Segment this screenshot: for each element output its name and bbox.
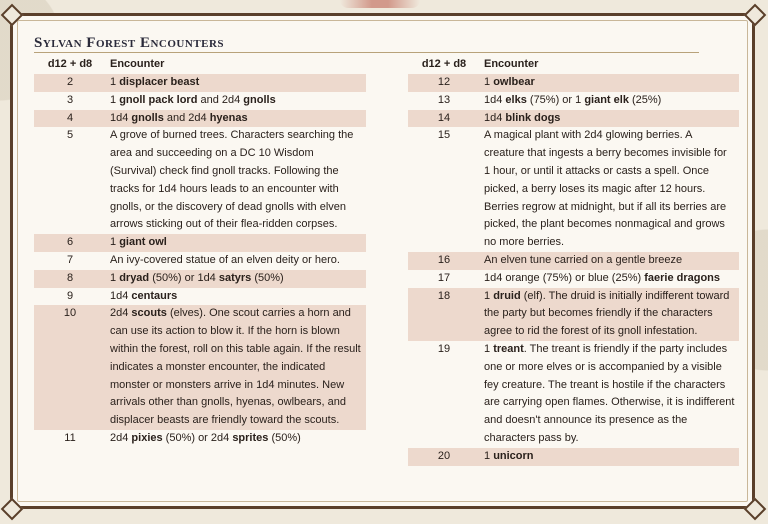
monster-name: gnoll pack lord — [119, 93, 198, 106]
monster-name: owlbear — [493, 76, 535, 88]
table-row — [408, 92, 739, 110]
monster-name: pixies — [131, 431, 163, 444]
encounter-text: (75%) or 1 — [526, 93, 585, 106]
encounter-column-header: Encounter — [484, 58, 539, 71]
encounter-text: 1 — [110, 236, 120, 249]
table-row — [408, 448, 739, 466]
monster-name: gnolls — [131, 111, 164, 124]
table-row — [408, 288, 739, 341]
roll-cell: 12 — [408, 74, 480, 92]
roll-cell: 8 — [34, 270, 106, 288]
encounter-table-right — [408, 56, 739, 466]
roll-cell: 3 — [66, 93, 74, 106]
monster-name: elks — [505, 93, 527, 106]
encounter-text: 1 — [484, 76, 494, 88]
encounter-text: An ivy-covered statue of an elven deity or hero. — [110, 253, 340, 266]
roll-cell: 10 — [34, 305, 106, 430]
roll-cell: 14 — [408, 110, 480, 128]
monster-name: gnolls — [243, 93, 276, 106]
encounter-text: 1d4 — [484, 93, 506, 106]
table-row — [408, 74, 739, 92]
encounter-text: 2d4 — [110, 431, 132, 444]
roll-cell: 20 — [408, 448, 480, 466]
monster-name: displacer beast — [119, 76, 200, 88]
encounter-text: (50%) or 2d4 — [162, 431, 233, 444]
table-row — [408, 110, 739, 128]
encounter-text: . The treant is friendly if the party includes one or more elves or is accompanied by a visible fey creature. The treant is hostile if the characters are carrying open flames. Otherwise, it is indifferent and doesn't announce its presence as the characters pass by. — [484, 342, 735, 444]
table-title: Sylvan Forest Encounters — [34, 35, 225, 51]
roll-cell: 11 — [64, 431, 76, 444]
encounter-text: (25%) — [628, 93, 662, 106]
roll-cell: 19 — [437, 342, 451, 355]
encounter-cell — [106, 288, 366, 306]
encounter-text: (elf). The druid is initially indifferent toward the party but becomes friendly if the characters agree to rid the forest of its gnoll infestation. — [484, 289, 730, 338]
roll-cell: 17 — [437, 271, 451, 284]
roll-cell: 13 — [437, 93, 451, 106]
encounter-cell — [480, 288, 739, 341]
roll-cell: 7 — [66, 253, 74, 266]
roll-cell: 18 — [408, 288, 480, 341]
encounter-text: 1d4 — [110, 289, 132, 302]
encounter-text: An elven tune carried on a gentle breeze — [484, 253, 683, 266]
encounter-text: 1d4 — [110, 111, 132, 124]
table-row — [34, 110, 366, 128]
roll-cell: 4 — [34, 110, 106, 128]
table-row — [408, 127, 739, 252]
monster-name: giant elk — [584, 93, 629, 106]
monster-name: scouts — [131, 307, 167, 320]
encounter-cell — [480, 341, 739, 448]
encounter-text: 2d4 — [110, 307, 132, 320]
encounter-cell — [106, 127, 366, 234]
encounter-cell — [106, 74, 366, 92]
encounter-text: A magical plant with 2d4 glowing berries. A creature that ingests a berry becomes invisible for 1 hour, or until it attacks or casts a spell. Once picked, a berry loses its magic after 12 hours. Berries regrow at midnight, but if all its berries are picked, the plant becomes nonmagical and grows no more berries. — [484, 129, 727, 249]
table-header-row — [34, 56, 366, 74]
monster-name: druid — [493, 289, 521, 302]
table-row — [34, 74, 366, 92]
monster-name: dryad — [119, 271, 150, 284]
table-row — [34, 127, 366, 234]
encounter-cell — [480, 252, 739, 270]
encounter-text: 1 — [484, 289, 494, 302]
encounter-text: (50%) — [251, 271, 284, 284]
encounter-text: 1d4 — [484, 111, 506, 124]
table-row — [408, 341, 739, 448]
encounter-text: 1 — [110, 93, 120, 106]
roll-cell: 16 — [408, 252, 480, 270]
encounter-cell — [106, 305, 366, 430]
encounter-table-left — [34, 56, 366, 448]
roll-column-header: d12 + d8 — [47, 58, 93, 71]
monster-name: hyenas — [209, 111, 248, 124]
encounter-cell — [480, 110, 739, 128]
encounter-column-header: Encounter — [110, 58, 165, 71]
encounter-text: 1d4 orange (75%) or blue (25%) — [484, 271, 645, 284]
encounter-text: and 2d4 — [197, 93, 244, 106]
roll-cell: 5 — [66, 129, 74, 142]
encounter-cell — [480, 92, 739, 110]
title-divider — [34, 52, 699, 53]
monster-name: centaurs — [131, 289, 178, 302]
roll-cell: 15 — [437, 129, 451, 142]
encounter-cell — [480, 448, 739, 466]
table-row — [34, 430, 366, 448]
encounter-text: 1 — [110, 271, 120, 284]
encounter-cell — [106, 270, 366, 288]
encounter-text: 1 — [484, 342, 494, 355]
encounter-cell — [480, 74, 739, 92]
encounter-cell — [480, 270, 739, 288]
table-row — [34, 270, 366, 288]
table-row — [34, 305, 366, 430]
encounter-text: (50%) — [268, 431, 301, 444]
table-row — [34, 252, 366, 270]
encounter-cell — [106, 92, 366, 110]
table-row — [408, 270, 739, 288]
monster-name: faerie dragons — [644, 271, 721, 284]
encounter-cell — [480, 127, 739, 252]
roll-column-header: d12 + d8 — [421, 58, 467, 71]
encounter-table-left-body — [34, 74, 366, 448]
encounter-text: (elves). One scout carries a horn and can use its action to blow it. If the horn is blown within the forest, roll on this table again. If the result indicates a monster encounter, the indicated monster or monsters arrive in 1d4 minutes. New arrivals other than gnolls, hyenas, owlbears, and displacer beasts are friendly toward the scouts. — [110, 307, 361, 427]
table-row — [34, 234, 366, 252]
monster-name: sprites — [232, 431, 269, 444]
encounter-text: (50%) or 1d4 — [149, 271, 219, 284]
monster-name: giant owl — [119, 236, 167, 249]
table-row — [34, 288, 366, 306]
encounter-text: and 2d4 — [163, 111, 210, 124]
encounter-text: 1 — [484, 449, 494, 462]
encounter-cell — [106, 110, 366, 128]
encounter-cell — [106, 252, 366, 270]
encounter-cell — [106, 430, 366, 448]
table-row — [408, 252, 739, 270]
roll-cell: 9 — [66, 289, 74, 302]
roll-cell: 6 — [34, 234, 106, 252]
encounter-cell — [106, 234, 366, 252]
monster-name: satyrs — [218, 271, 252, 284]
encounter-text: A grove of burned trees. Characters searching the area and succeeding on a DC 10 Wisdom (Survival) check find gnoll tracks. Following the tracks for 1d4 hours leads to an encounter with gnolls, or the discovery of dead gnolls with elven arrows sticking out of their flea-ridden corpses. — [110, 129, 354, 231]
table-row — [34, 92, 366, 110]
encounter-text: 1 — [110, 76, 120, 88]
monster-name: treant — [493, 342, 524, 355]
monster-name: unicorn — [493, 449, 534, 462]
top-crest-ornament — [340, 0, 420, 8]
monster-name: blink dogs — [505, 111, 561, 124]
table-header-row — [408, 56, 739, 74]
encounter-table-right-body — [408, 74, 739, 466]
roll-cell: 2 — [34, 74, 106, 92]
